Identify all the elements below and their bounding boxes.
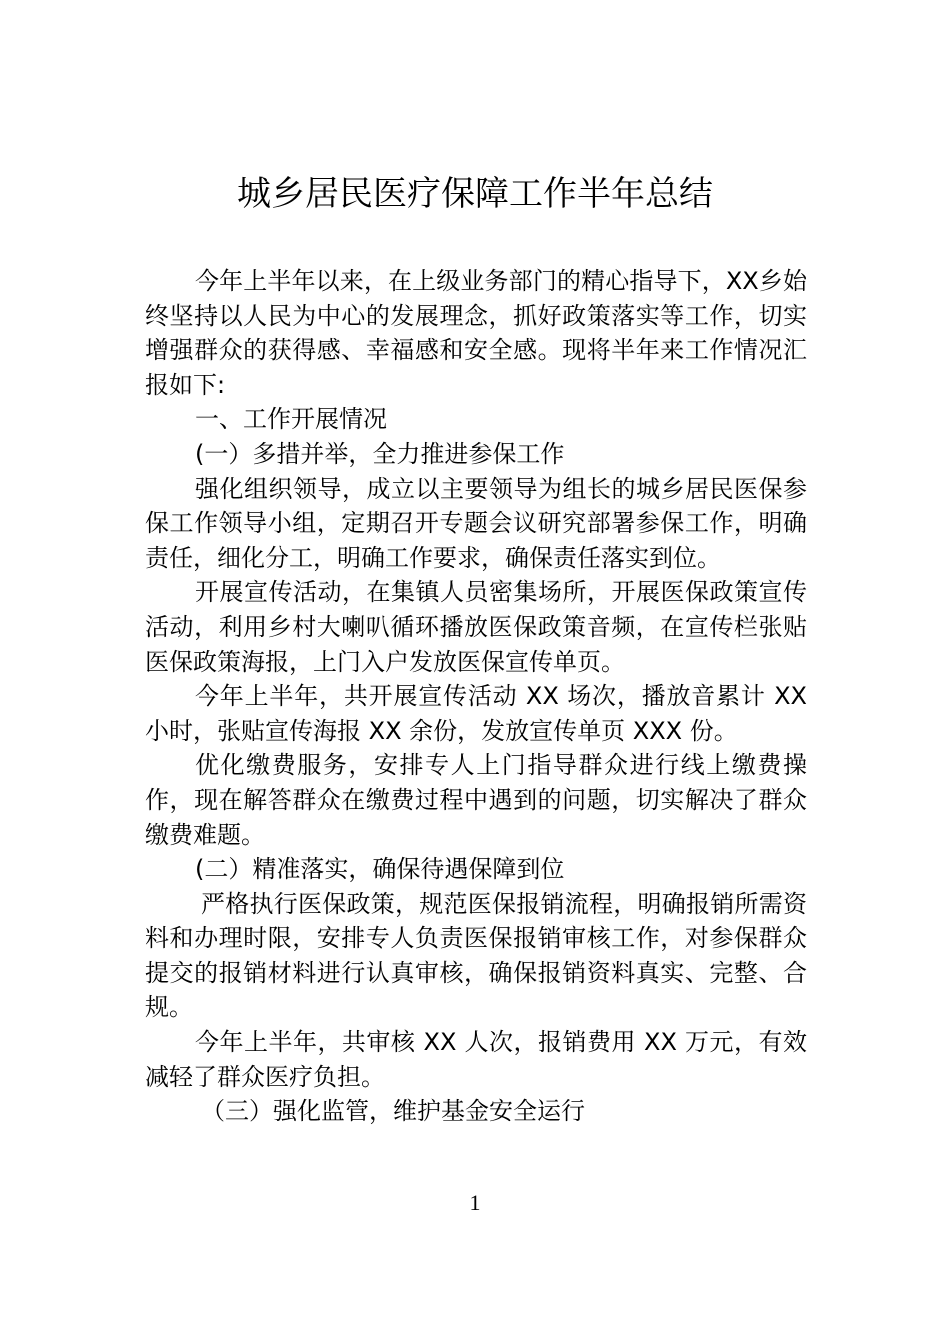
subsection-heading-3: （三）强化监管，维护基金安全运行 bbox=[201, 1097, 585, 1126]
page-number: 1 bbox=[469, 1190, 481, 1215]
subsection-heading-2: (二）精准落实，确保待遇保障到位 bbox=[195, 855, 565, 884]
paragraph-publicity: 开展宣传活动，在集镇人员密集场所，开展医保政策宣传活动，利用乡村大喇叭循环播放医保政策音频，在宣传栏张贴医保政策海报，上门入户发放医保宣传单页。 bbox=[145, 578, 807, 676]
paragraph-reimbursement-stats: 今年上半年，共审核 XX 人次，报销费用 XX 万元，有效减轻了群众医疗负担。 bbox=[145, 1028, 807, 1091]
document-title: 城乡居民医疗保障工作半年总结 bbox=[237, 174, 713, 214]
paragraph-reimbursement: 严格执行医保政策，规范医保报销流程，明确报销所需资料和办理时限，安排专人负责医保报销审核工作，对参保群众提交的报销材料进行认真审核，确保报销资料真实、完整、合规。 bbox=[145, 889, 807, 1022]
intro-paragraph: 今年上半年以来，在上级业务部门的精心指导下，XX乡始终坚持以人民为中心的发展理念，抓好政策落实等工作，切实增强群众的获得感、幸福感和安全感。现将半年来工作情况汇报如下: bbox=[145, 267, 807, 399]
section-heading-1: 一、工作开展情况 bbox=[195, 405, 387, 434]
paragraph-payment-service: 优化缴费服务，安排专人上门指导群众进行线上缴费操作，现在解答群众在缴费过程中遇到的问题，切实解决了群众缴费难题。 bbox=[145, 751, 807, 849]
paragraph-organization: 强化组织领导，成立以主要领导为组长的城乡居民医保参保工作领导小组，定期召开专题会议研究部署参保工作，明确责任，细化分工，明确工作要求，确保责任落实到位。 bbox=[145, 474, 807, 572]
subsection-heading-1: (一）多措并举，全力推进参保工作 bbox=[195, 439, 565, 468]
paragraph-publicity-stats: 今年上半年，共开展宣传活动 XX 场次，播放音累计 XX 小时，张贴宣传海报 XX 余份，发放宣传单页 XXX 份。 bbox=[145, 682, 807, 745]
document-body bbox=[145, 264, 807, 1129]
